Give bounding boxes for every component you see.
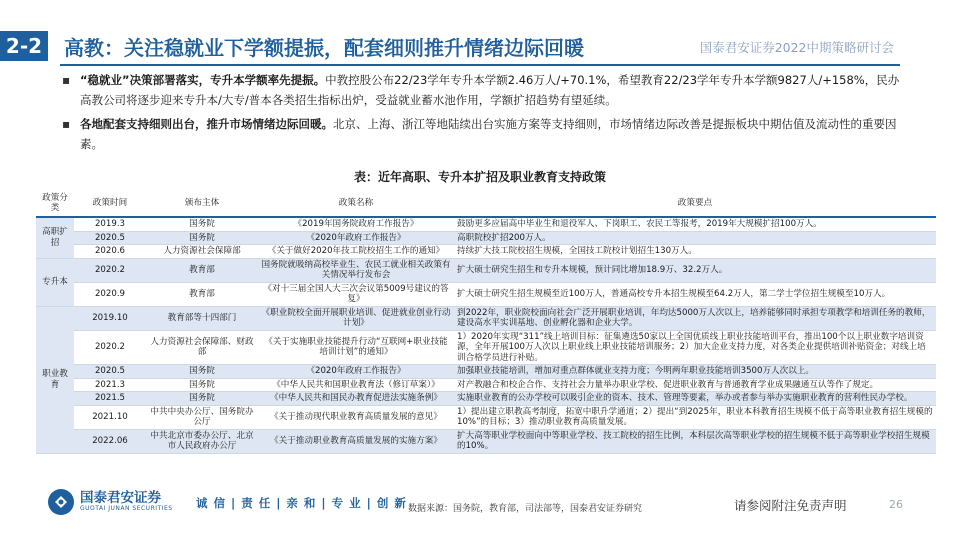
policy-point-cell: 对产教融合和校企合作、支持社会力量举办职业学校、促进职业教育与普通教育学业成果融通互认等作了规定。	[454, 378, 936, 392]
issuer-cell: 中共北京市委办公厅、北京市人民政府办公厅	[146, 429, 258, 453]
policy-time-cell: 2021.10	[74, 405, 146, 429]
issuer-cell: 国务院	[146, 231, 258, 245]
policy-name-cell: 《中华人民共和国职业教育法（修订草案）》	[258, 378, 454, 392]
issuer-cell: 国务院	[146, 392, 258, 406]
policy-time-cell: 2021.5	[74, 392, 146, 406]
table-row	[36, 217, 936, 231]
table-row	[36, 231, 936, 245]
issuer-cell: 国务院	[146, 365, 258, 379]
policy-point-cell: 扩大硕士研究生招生规模至近100万人，普通高校专升本招生规模至64.2万人，第二学士学位招生规模至10万人。	[454, 282, 936, 306]
table-row	[36, 392, 936, 406]
bullet-item	[62, 70, 910, 110]
table-row	[36, 365, 936, 379]
policy-point-cell: 扩大高等职业学校面向中等职业学校、技工院校的招生比例，本科层次高等职业学校的招生规模不低于高等职业学校招生规模的10%。	[454, 429, 936, 453]
bullet-heading: “稳就业”决策部署落实，专升本学额率先提振。	[80, 73, 326, 87]
policy-point-cell: 实施职业教育的公办学校可以吸引企业的资本、技术、管理等要素，举办或者参与举办实施职业教育的营利性民办学校。	[454, 392, 936, 406]
policy-name-cell: 《关于推动职业教育高质量发展的实施方案》	[258, 429, 454, 453]
policy-time-cell: 2020.2	[74, 330, 146, 365]
policy-table	[36, 190, 936, 454]
disclaimer-link[interactable]: 请参阅附注免责声明	[734, 498, 847, 513]
policy-time-cell: 2020.5	[74, 365, 146, 379]
policy-time-cell: 2022.06	[74, 429, 146, 453]
policy-name-cell: 《对十三届全国人大三次会议第5009号建议的答复》	[258, 282, 454, 306]
title-divider	[60, 64, 900, 66]
table-row	[36, 330, 936, 365]
policy-category-cell: 专升本	[36, 258, 74, 306]
policy-point-cell: 鼓励更多应届高中毕业生和退役军人、下岗职工、农民工等报考，2019年大规模扩招100万人。	[454, 217, 936, 231]
policy-name-cell: 《关于推动现代职业教育高质量发展的意见》	[258, 405, 454, 429]
table-row	[36, 306, 936, 330]
issuer-cell: 中共中央办公厅、国务院办公厅	[146, 405, 258, 429]
policy-name-cell: 《2019年国务院政府工作报告》	[258, 217, 454, 231]
issuer-cell: 教育部	[146, 258, 258, 282]
policy-category-cell: 高职扩招	[36, 217, 74, 258]
column-header: 政策要点	[454, 190, 936, 217]
policy-time-cell: 2020.5	[74, 231, 146, 245]
policy-point-cell: 到2022年，职业院校面向社会广泛开展职业培训，年均达5000万人次以上，培养能够同时承担专项教学和培训任务的教师，建设高水平实训基地、创业孵化器和企业大学。	[454, 306, 936, 330]
logo-emblem-icon	[48, 489, 74, 515]
policy-name-cell: 国务院就吸纳高校毕业生、农民工就业相关政策有关情况举行发布会	[258, 258, 454, 282]
bullet-text: 北京、上海、浙江等地陆续出台实施方案等支持细则，市场情绪边际改善是提振板块中期估值及流动性的重要因素。	[80, 117, 897, 151]
bullet-text: 中教控股公布22/23学年专升本学额2.46万人/+70.1%，希望教育22/23学年专升本学额9827人/+158%，民办高教公司将逐步迎来专升本/大专/普本各类招生指标出炉，受益就业蓄水池作用，学额扩招趋势有望延续。	[80, 73, 900, 107]
policy-point-cell: 1）提出建立职教高考制度，拓宽中职升学通道；2）提出“到2025年，职业本科教育招生规模不低于高等职业教育招生规模的10%”的目标；3）推动职业教育高质量发展。	[454, 405, 936, 429]
table-caption: 表：近年高职、专升本扩招及职业教育支持政策	[353, 170, 606, 184]
policy-time-cell: 2020.2	[74, 258, 146, 282]
issuer-cell: 教育部	[146, 282, 258, 306]
policy-time-cell: 2019.3	[74, 217, 146, 231]
table-row	[36, 258, 936, 282]
policy-time-cell: 2021.3	[74, 378, 146, 392]
issuer-cell: 教育部等十四部门	[146, 306, 258, 330]
issuer-cell: 人力资源社会保障部	[146, 245, 258, 259]
policy-name-cell: 《关于实施职业技能提升行动“互联网+职业技能培训计划”的通知》	[258, 330, 454, 365]
company-slogan: 诚 信 | 责 任 | 亲 和 | 专 业 | 创 新	[196, 496, 407, 510]
policy-name-cell: 《2020年政府工作报告》	[258, 365, 454, 379]
page-number: 26	[889, 498, 903, 511]
column-header: 政策分类	[36, 190, 74, 217]
policy-point-cell: 高职院校扩招200万人。	[454, 231, 936, 245]
section-number-badge: 2-2	[0, 31, 48, 61]
policy-point-cell: 加强职业技能培训，增加对重点群体就业支持力度；今明两年职业技能培训3500万人次以上。	[454, 365, 936, 379]
policy-name-cell: 《职业院校全面开展职业培训、促进就业创业行动计划》	[258, 306, 454, 330]
logo-name-en: GUOTAI JUNAN SECURITIES	[80, 505, 173, 512]
bullet-heading: 各地配套支持细则出台，推升市场情绪边际回暖。	[80, 117, 333, 131]
table-row	[36, 405, 936, 429]
table-row	[36, 429, 936, 453]
bullet-dot-icon: ▪	[62, 117, 71, 131]
issuer-cell: 国务院	[146, 378, 258, 392]
issuer-cell: 人力资源社会保障部、财政部	[146, 330, 258, 365]
data-source-note: 数据来源：国务院，教育部，司法部等，国泰君安证券研究	[408, 504, 643, 514]
page-title: 高教：关注稳就业下学额提振，配套细则推升情绪边际回暖	[64, 36, 584, 60]
table-row	[36, 378, 936, 392]
policy-time-cell: 2019.10	[74, 306, 146, 330]
logo-name-cn: 国泰君安证券	[80, 490, 161, 506]
bullet-dot-icon: ▪	[62, 73, 71, 87]
policy-point-cell: 1）2020年实现“311”线上培训目标：征集遴选50家以上全国优质线上职业技能培训平台，推出100个以上职业数字培训资源，全年开展100万人次以上职业线上职业技能培训服务；2）加大企业支持力度，对各类企业提供培训补贴资金；对线上培训合格学员进行补贴。	[454, 330, 936, 365]
policy-time-cell: 2020.6	[74, 245, 146, 259]
policy-time-cell: 2020.9	[74, 282, 146, 306]
table-header-row	[36, 190, 936, 217]
conference-label: 国泰君安证券2022中期策略研讨会	[699, 40, 894, 55]
issuer-cell: 国务院	[146, 217, 258, 231]
column-header: 政策时间	[74, 190, 146, 217]
policy-point-cell: 持续扩大技工院校招生规模，全国技工院校计划招生130万人。	[454, 245, 936, 259]
table-row	[36, 245, 936, 259]
column-header: 颁布主体	[146, 190, 258, 217]
bullet-list	[62, 70, 910, 158]
bullet-item	[62, 114, 910, 154]
policy-category-cell: 职业教育	[36, 306, 74, 453]
table-row	[36, 282, 936, 306]
policy-name-cell: 《2020年政府工作报告》	[258, 231, 454, 245]
column-header: 政策名称	[258, 190, 454, 217]
company-logo	[48, 489, 173, 515]
policy-name-cell: 《关于做好2020年技工院校招生工作的通知》	[258, 245, 454, 259]
policy-point-cell: 扩大硕士研究生招生和专升本规模，预计同比增加18.9万、32.2万人。	[454, 258, 936, 282]
policy-name-cell: 《中华人民共和国民办教育促进法实施条例》	[258, 392, 454, 406]
